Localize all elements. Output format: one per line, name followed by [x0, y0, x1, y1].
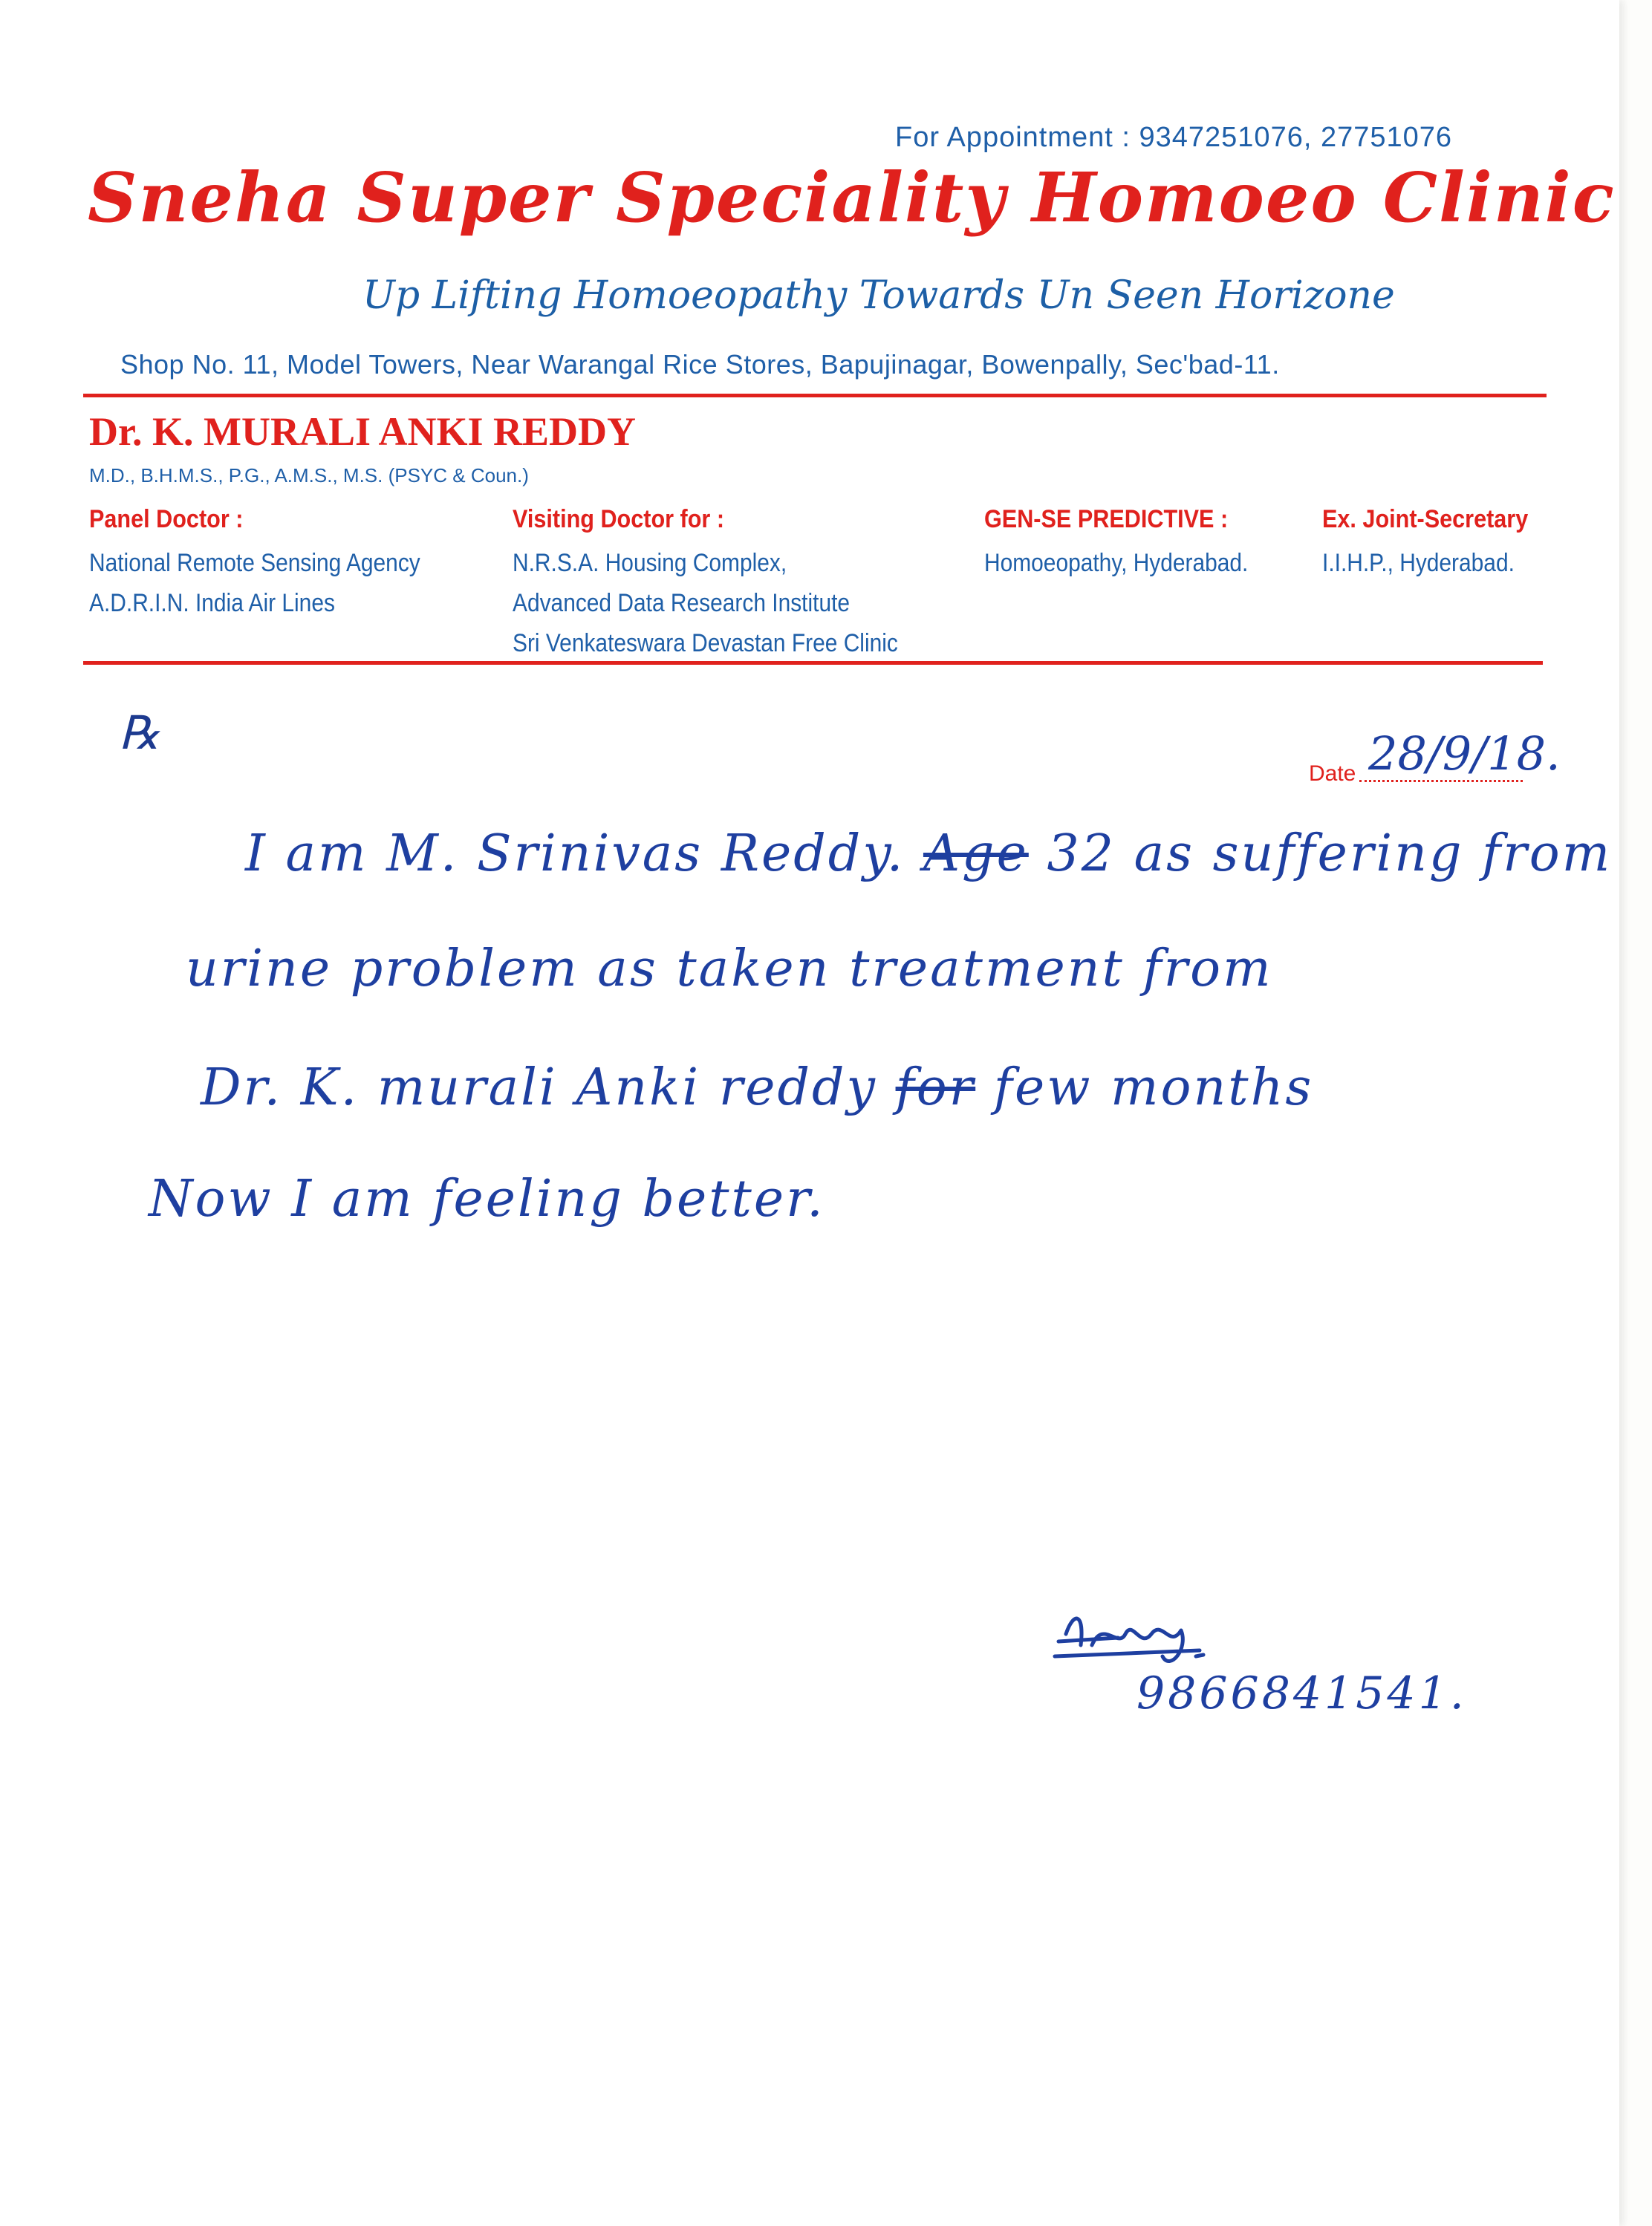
handwritten-line-3 [201, 1058, 1313, 1117]
column-heading: Panel Doctor : [89, 505, 244, 533]
column-line: Homoeopathy, Hyderabad. [984, 549, 1249, 577]
column-heading: Ex. Joint-Secretary [1322, 505, 1529, 533]
handwritten-text: 32 as suffering from [1028, 824, 1613, 883]
handwritten-text: Dr. K. murali Anki reddy [201, 1058, 896, 1117]
visiting-doctor-column [513, 501, 951, 663]
panel-doctor-column [89, 501, 466, 623]
rx-symbol: ℞ [119, 706, 160, 760]
date-value: 28/9/18. [1368, 726, 1561, 781]
top-divider [83, 394, 1547, 397]
bottom-divider [83, 661, 1543, 665]
column-line: National Remote Sensing Agency [89, 549, 420, 577]
gen-se-column [984, 501, 1284, 583]
column-line: N.R.S.A. Housing Complex, [513, 549, 787, 577]
struck-word: Age [923, 824, 1029, 883]
appointment-line: For Appointment : 9347251076, 27751076 [895, 122, 1453, 153]
handwritten-text: I am M. Srinivas Reddy. [245, 824, 923, 883]
handwritten-line-4: Now I am feeling better. [149, 1170, 825, 1228]
column-line: Advanced Data Research Institute [513, 589, 851, 617]
joint-secretary-column [1322, 501, 1551, 583]
doctor-qualifications: M.D., B.H.M.S., P.G., A.M.S., M.S. (PSYC & Coun.) [89, 464, 529, 486]
date-label: Date [1309, 761, 1356, 786]
handwritten-line-1 [245, 824, 1612, 883]
phone-number: 9866841541. [1136, 1667, 1467, 1719]
clinic-tagline: Up Lifting Homoeopathy Towards Un Seen Horizone [362, 273, 1395, 318]
clinic-name: Sneha Super Speciality Homoeo Clinic [88, 157, 1616, 238]
doctor-name: Dr. K. MURALI ANKI REDDY [89, 409, 637, 454]
column-heading: Visiting Doctor for : [513, 505, 725, 533]
column-line: I.I.H.P., Hyderabad. [1322, 549, 1515, 577]
handwritten-line-2: urine problem as taken treatment from [186, 940, 1273, 998]
struck-word: for [895, 1058, 976, 1117]
column-line: A.D.R.I.N. India Air Lines [89, 589, 335, 617]
column-line: Sri Venkateswara Devastan Free Clinic [513, 629, 898, 657]
handwritten-text: few months [975, 1058, 1314, 1117]
column-heading: GEN-SE PREDICTIVE : [984, 505, 1229, 533]
clinic-address: Shop No. 11, Model Towers, Near Warangal Rice Stores, Bapujinagar, Bowenpally, Sec'bad-11. [120, 349, 1280, 380]
